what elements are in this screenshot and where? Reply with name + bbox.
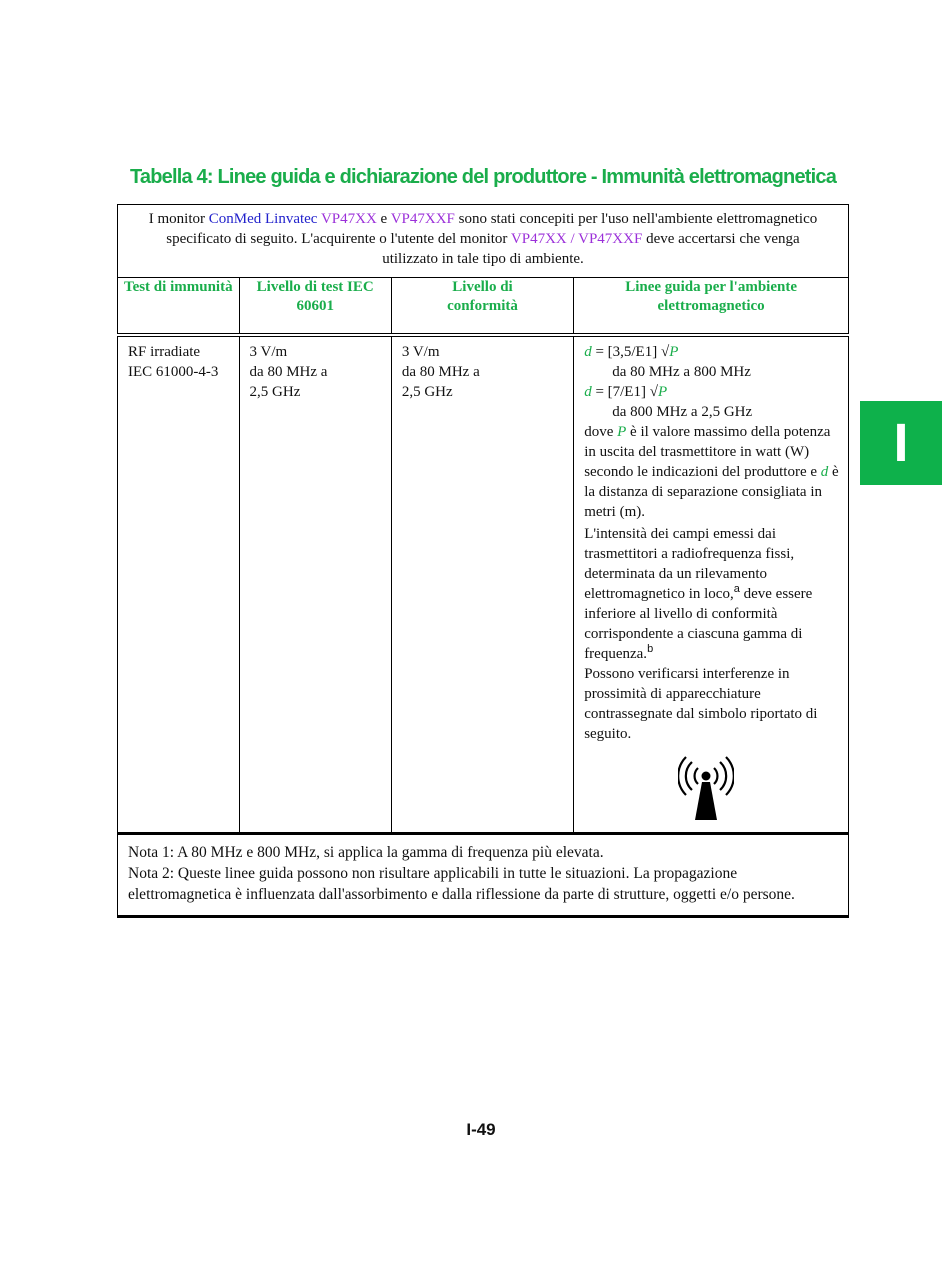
header-compliance-level: Livello di conformità	[391, 278, 573, 336]
header-row	[118, 278, 849, 336]
guideline-para-1	[584, 422, 844, 522]
formula-1-range: da 80 MHz a 800 MHz	[612, 364, 751, 380]
intro-text-3: e	[376, 211, 391, 227]
header-immunity-test: Test di immunità	[118, 278, 240, 336]
guideline-para-2	[584, 524, 844, 664]
compliance-value: 3 V/m	[401, 344, 440, 360]
var-d: d	[584, 344, 592, 360]
cell-test-level	[239, 335, 391, 834]
formula-1-coeff: = [3,5/E1]	[591, 344, 661, 360]
cell-guidelines	[574, 335, 849, 834]
formula-2	[584, 382, 844, 402]
formula-2-range: da 800 MHz a 2,5 GHz	[612, 404, 753, 420]
compliance-range-1: da 80 MHz a	[401, 364, 480, 380]
para-2-text-a: L'intensità dei campi emessi dai trasmettitori a radiofrequenza fissi, determinata da un rilevamento elettromagnetico in loco,	[584, 526, 795, 602]
intro-text-5: deve accertarsi che venga utilizzato in tale tipo di ambiente.	[382, 231, 800, 267]
immunity-table	[117, 204, 849, 918]
page-number: I-49	[466, 1120, 496, 1139]
para-1-text-c: è la distanza di separazione consigliata in metri (m).	[584, 464, 839, 520]
compliance-range-2: 2,5 GHz	[401, 384, 453, 400]
guideline-para-3: Possono verificarsi interferenze in prossimità di apparecchiature contrassegnate dal simbolo riportato di seguito.	[584, 666, 818, 742]
test-name: RF irradiate	[128, 344, 201, 360]
var-p: P	[669, 344, 679, 360]
notes-cell	[118, 834, 849, 917]
test-level-range-1: da 80 MHz a	[249, 364, 328, 380]
para-2-text-b: deve essere inferiore al livello di conformità corrispondente a ciascuna gamma di frequenza.	[584, 586, 813, 662]
cell-compliance-level	[391, 335, 573, 834]
footnote-b: b	[647, 643, 654, 655]
test-level-range-2: 2,5 GHz	[249, 384, 301, 400]
note-2: Nota 2: Queste linee guida possono non risultare applicabili in tutte le situazioni. La propagazione elettromagnetica è influenzata dall'assorbimento e dalla riflessione da parte di strutture, oggetti e/o persone.	[128, 865, 795, 903]
sqrt-symbol: √	[649, 384, 658, 400]
para-1-text-b: è il valore massimo della potenza in uscita del trasmettitore in watt (W) secondo le indicazioni del produttore e	[584, 424, 831, 480]
table-title: Tabella 4: Linee guida e dichiarazione del produttore - Immunità elettromagnetica	[129, 166, 837, 188]
brand-name: ConMed Linvatec	[208, 211, 318, 227]
formula-2-coeff: = [7/E1]	[591, 384, 650, 400]
intro-text-4: sono stati concepiti per l'uso nell'ambiente elettromagnetico specificato di seguito. L'acquirente o l'utente del monitor	[166, 211, 818, 247]
notes-row	[118, 834, 849, 917]
var-p: P	[657, 384, 668, 400]
intro-text-1: I monitor	[148, 211, 209, 227]
var-d: d	[584, 384, 592, 400]
var-d: d	[820, 464, 829, 480]
para-1-text-a: dove	[584, 424, 618, 440]
test-standard: IEC 61000-4-3	[128, 364, 219, 380]
note-1: Nota 1: A 80 MHz e 800 MHz, si applica la gamma di frequenza più elevata.	[128, 844, 604, 861]
cell-immunity-test	[118, 335, 240, 834]
footnote-a: a	[733, 583, 740, 595]
non-ionizing-radiation-icon	[678, 756, 734, 822]
table-row	[118, 335, 849, 834]
model-name-1: VP47XX	[320, 211, 377, 227]
model-name-2: VP47XXF	[390, 211, 455, 227]
formula-1	[584, 342, 844, 362]
section-tab: I	[860, 401, 942, 485]
test-level-value: 3 V/m	[249, 344, 288, 360]
var-p: P	[617, 424, 627, 440]
header-em-guidelines: Linee guida per l'ambiente elettromagnetico	[574, 278, 849, 336]
header-iec-test-level: Livello di test IEC 60601	[239, 278, 391, 336]
table-intro	[118, 205, 849, 278]
model-name-3: VP47XX / VP47XXF	[510, 231, 643, 247]
sqrt-symbol: √	[660, 344, 670, 360]
